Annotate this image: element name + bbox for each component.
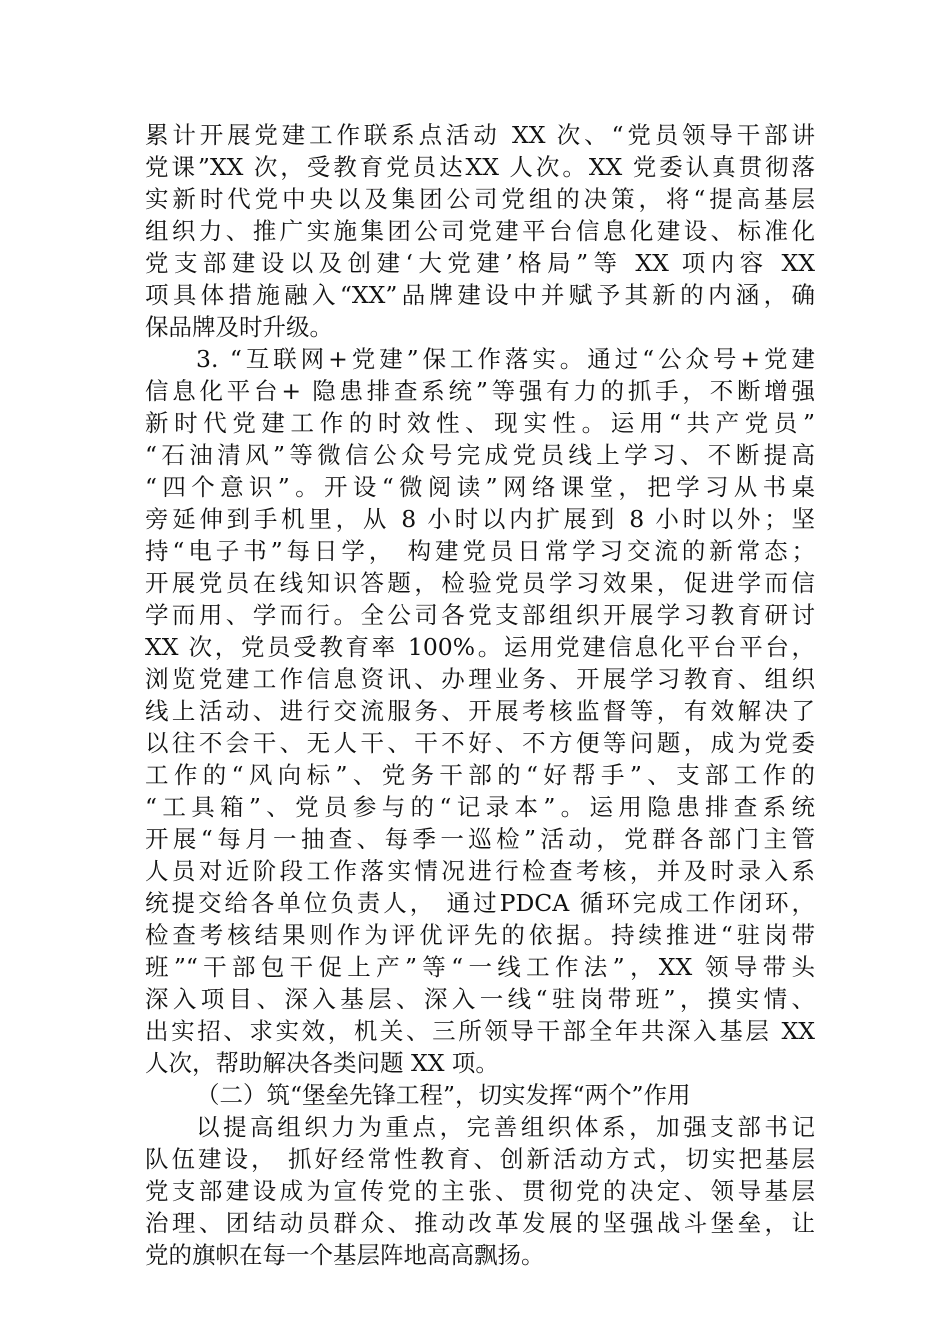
text-line: 工作的“风向标”、党务干部的“好帮手”、支部工作的 xyxy=(145,761,815,789)
document-body xyxy=(145,119,815,1271)
text-line: 新时代党建工作的时效性、现实性。运用“共产党员” xyxy=(145,409,815,437)
text-line: 信息化平台+ 隐患排查系统”等强有力的抓手，不断增强 xyxy=(145,377,815,405)
text-line: 保品牌及时升级。 xyxy=(145,313,333,341)
text-line: 开展党员在线知识答题，检验党员学习效果，促进学而信 xyxy=(145,569,815,597)
text-line: “工具箱”、党员参与的“记录本”。运用隐患排查系统 xyxy=(145,793,815,821)
text-line: 旁延伸到手机里，从 8 小时以内扩展到 8 小时以外；坚 xyxy=(145,505,815,533)
text-line: 党支部建设成为宣传党的主张、贯彻党的决定、领导基层 xyxy=(145,1177,815,1205)
text-line: 3. “互联网+党建”保工作落实。通过“公众号+党建 xyxy=(196,345,815,373)
text-line: 党课”XX 次，受教育党员达XX 人次。XX 党委认真贯彻落 xyxy=(145,153,815,181)
text-line: 人次，帮助解决各类问题 XX 项。 xyxy=(145,1049,499,1077)
text-line: 党支部建设以及创建‘大党建’格局”等 XX 项内容 XX xyxy=(145,249,815,277)
heading-text: （二）筑“堡垒先锋工程”，切实发挥“两个”作用 xyxy=(196,1081,691,1109)
text-line: “石油清风”等微信公众号完成党员线上学习、不断提高 xyxy=(145,441,815,469)
text-line: 统提交给各单位负责人， 通过PDCA 循环完成工作闭环， xyxy=(145,889,815,917)
text-line: 累计开展党建工作联系点活动 XX 次、“党员领导干部讲 xyxy=(145,121,815,149)
paragraph-2 xyxy=(145,343,815,1079)
text-line: 党的旗帜在每一个基层阵地高高飘扬。 xyxy=(145,1241,545,1269)
text-line: 持“电子书”每日学， 构建党员日常学习交流的新常态； xyxy=(145,537,815,565)
text-line: XX 次，党员受教育率 100%。运用党建信息化平台平台， xyxy=(145,633,815,661)
text-line: 浏览党建工作信息资讯、办理业务、开展学习教育、组织 xyxy=(145,665,815,693)
text-line: 学而用、学而行。全公司各党支部组织开展学习教育研讨 xyxy=(145,601,815,629)
text-line: 开展“每月一抽查、每季一巡检”活动，党群各部门主管 xyxy=(145,825,815,853)
text-line: “四个意识”。开设“微阅读”网络课堂，把学习从书桌 xyxy=(145,473,815,501)
section-heading xyxy=(145,1079,815,1111)
text-line: 检查考核结果则作为评优评先的依据。持续推进“驻岗带 xyxy=(145,921,815,949)
text-line: 以提高组织力为重点，完善组织体系，加强支部书记 xyxy=(196,1113,815,1141)
text-line: 线上活动、进行交流服务、开展考核监督等，有效解决了 xyxy=(145,697,815,725)
text-line: 项具体措施融入“XX”品牌建设中并赋予其新的内涵，确 xyxy=(145,281,815,309)
text-line: 人员对近阶段工作落实情况进行检查考核，并及时录入系 xyxy=(145,857,815,885)
text-line: 深入项目、深入基层、深入一线“驻岗带班”，摸实情、 xyxy=(145,985,815,1013)
paragraph-3 xyxy=(145,1111,815,1271)
text-line: 班”“干部包干促上产”等“一线工作法”，XX 领导带头 xyxy=(145,953,815,981)
text-line: 组织力、推广实施集团公司党建平台信息化建设、标准化 xyxy=(145,217,815,245)
text-line: 实新时代党中央以及集团公司党组的决策，将“提高基层 xyxy=(145,185,815,213)
text-line: 治理、团结动员群众、推动改革发展的坚强战斗堡垒，让 xyxy=(145,1209,815,1237)
text-line: 队伍建设， 抓好经常性教育、创新活动方式，切实把基层 xyxy=(145,1145,815,1173)
text-line: 以往不会干、无人干、干不好、不方便等问题，成为党委 xyxy=(145,729,815,757)
text-line: 出实招、求实效，机关、三所领导干部全年共深入基层 XX xyxy=(145,1017,815,1045)
paragraph-1 xyxy=(145,119,815,343)
